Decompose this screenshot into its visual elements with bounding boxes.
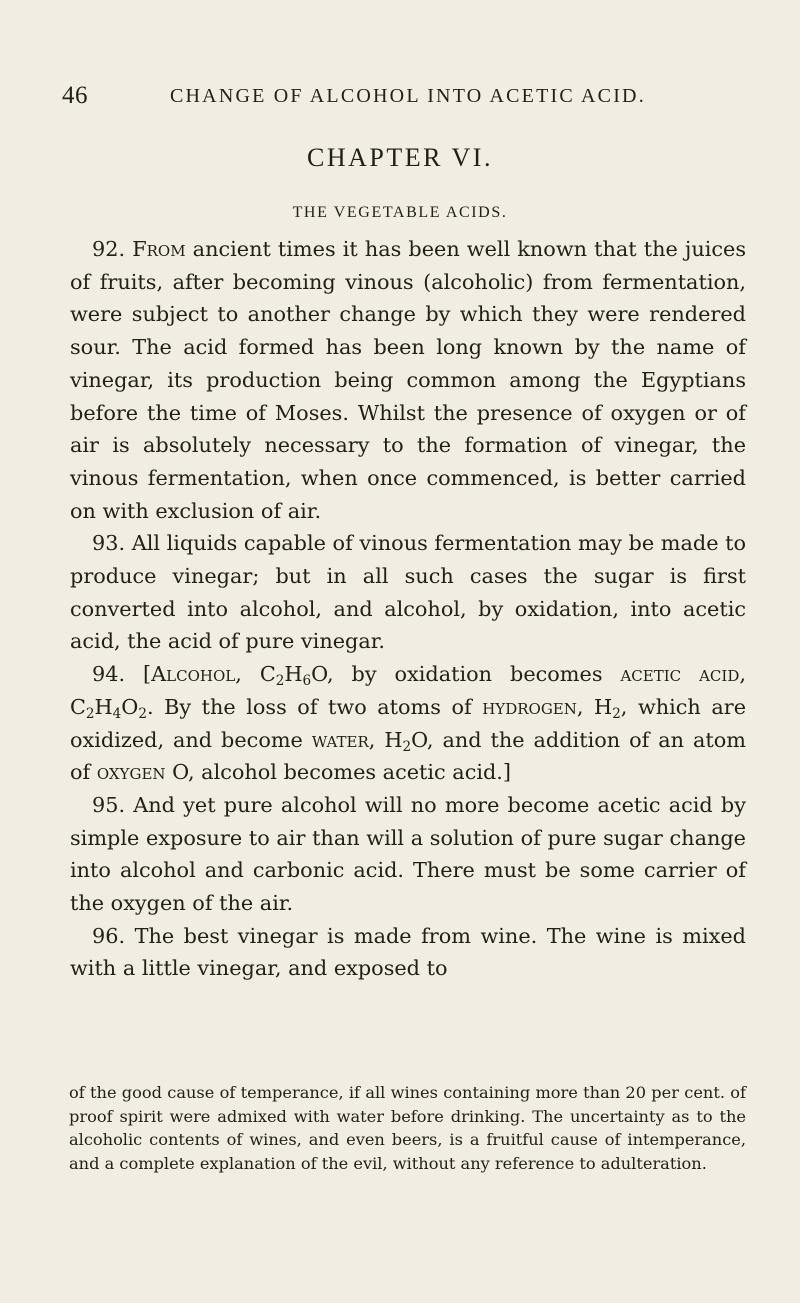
running-head: CHANGE OF ALCOHOL INTO ACETIC ACID. <box>170 85 646 107</box>
text-fragment: , by oxidation becomes <box>326 662 621 687</box>
bracket-open: [ <box>143 662 152 687</box>
paragraph-number: 94. <box>92 662 126 687</box>
formula-hydrogen: $H_2$ <box>594 694 621 722</box>
text-fragment: . By the loss of two atoms of <box>146 694 483 719</box>
paragraph-number: 92. <box>92 237 126 261</box>
paragraph-94 <box>70 658 746 789</box>
text-fragment: , which are oxidized, and become <box>70 694 747 752</box>
text-fragment: O, alcohol becomes acetic acid.] <box>165 760 512 785</box>
term-hydrogen: hydrogen <box>482 694 577 719</box>
footnote <box>69 1081 746 1175</box>
paragraph-number: 93. <box>92 531 126 556</box>
text-fragment: , <box>368 727 385 752</box>
footnote-text: of the good cause of temperance, if all wines containing more than 20 per cent. of proof spirit were admixed with water before drinking. The uncertainty as to the alcoholic contents of wines, and even beers, is a fruitful cause of intemperance, and a complete explanation of the evil, without any reference to adulteration. <box>69 1083 746 1173</box>
paragraph-number: 95. <box>92 792 126 817</box>
section-title: THE VEGETABLE ACIDS. <box>292 204 508 221</box>
paragraph-95 <box>70 789 746 920</box>
page-number: 46 <box>62 82 88 109</box>
term-acetic-acid: acetic acid <box>620 662 740 687</box>
paragraph-96 <box>70 920 746 985</box>
term-oxygen: oxygen <box>96 760 166 785</box>
text-fragment: , <box>576 694 595 719</box>
paragraph-text: The best vinegar is made from wine. The wine is mixed with a little vinegar, and exposed to <box>70 923 746 981</box>
paragraph-number: 96. <box>92 923 126 948</box>
formula-water: $H_2O$ <box>384 727 427 755</box>
text-fragment: , <box>235 662 260 687</box>
formula-alcohol: $C_2H_6O$ <box>259 662 327 689</box>
term-alcohol: Alcohol <box>151 662 236 687</box>
body-text <box>70 233 746 985</box>
text-fragment: , <box>739 662 746 687</box>
page-header <box>62 82 742 122</box>
paragraph-text: ancient times it has been well known that the juices of fruits, after becoming vinous (alcoholic) from fermentation, were subject to another change by which they were rendered sour. The acid formed has been long known by the name of vinegar, its production being common among the Egyptians before the time of Moses. Whilst the presence of oxygen or of air is absolutely necessary to the formation of vinegar, the vinous fermentation, when once commenced, is better carried on with exclusion of air. <box>70 237 746 523</box>
lead-word: From <box>132 237 186 261</box>
paragraph-text: All liquids capable of vinous fermentation may be made to produce vinegar; but in all such cases the sugar is first converted into alcohol, and alcohol, by oxidation, into acetic acid, the acid of pure vinegar. <box>70 531 746 654</box>
paragraph-92 <box>70 233 746 527</box>
chapter-title: CHAPTER VI. <box>307 143 493 172</box>
paragraph-text: And yet pure alcohol will no more become acetic acid by simple exposure to air than will a solution of pure sugar change into alcohol and carbonic acid. There must be some carrier of the oxygen of the air. <box>70 792 746 916</box>
paragraph-93 <box>70 527 746 658</box>
text-fragment: , and the addition of an atom of <box>70 727 746 785</box>
term-water: water <box>311 727 369 752</box>
formula-acetic-acid: $C_2H_4O_2$ <box>70 694 147 722</box>
